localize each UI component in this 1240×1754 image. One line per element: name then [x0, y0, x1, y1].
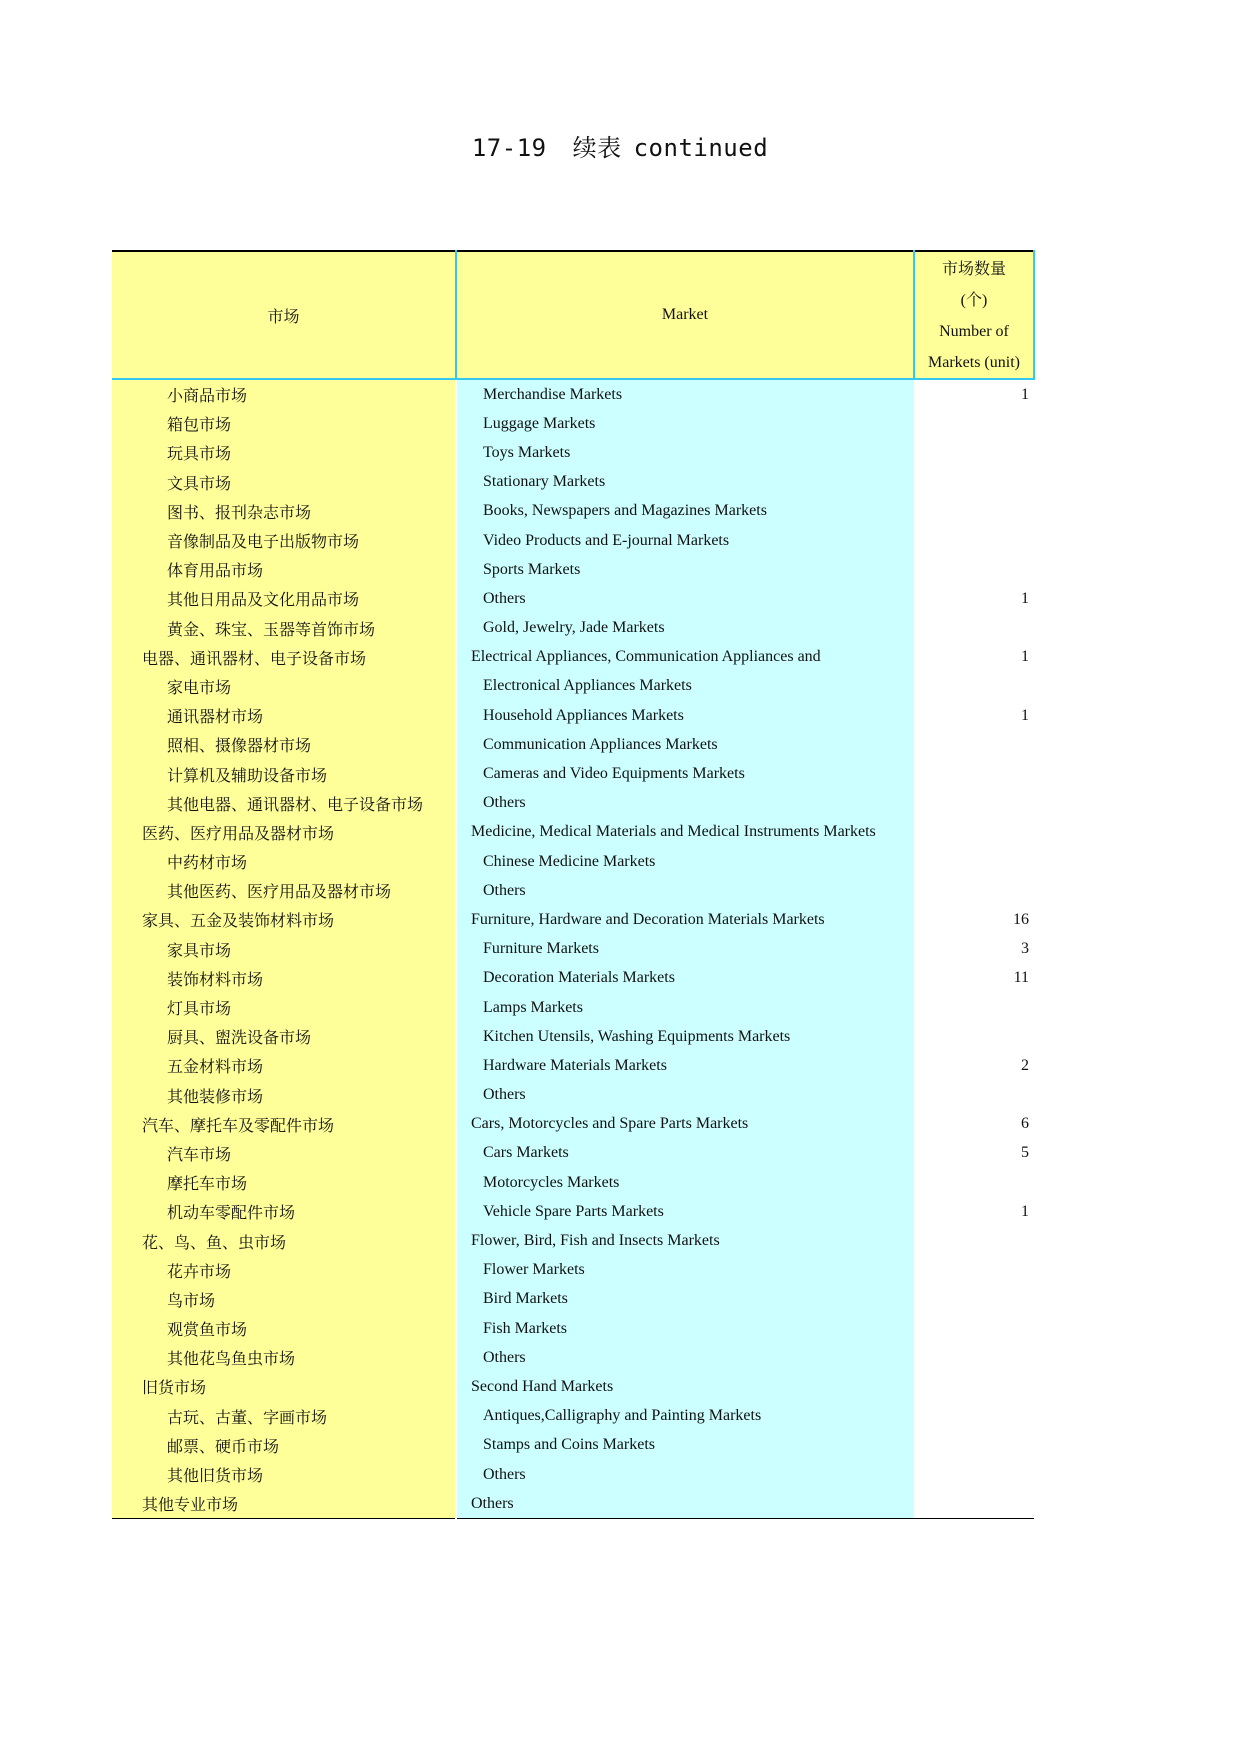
header-count-unit: (个): [960, 292, 988, 309]
table-row: [112, 935, 1034, 964]
market-name-en: Antiques,Calligraphy and Painting Markets: [456, 1402, 914, 1431]
market-name-cn: 箱包市场: [112, 409, 456, 438]
market-count: [914, 818, 1034, 847]
market-name-cn: 旧货市场: [112, 1372, 456, 1401]
market-name-cn: 厨具、盥洗设备市场: [112, 1022, 456, 1051]
table-row: [112, 379, 1034, 409]
market-name-en: Vehicle Spare Parts Markets: [456, 1197, 914, 1226]
market-name-en: Cars Markets: [456, 1139, 914, 1168]
header-count-en-2: Markets (unit): [928, 354, 1020, 371]
market-name-en: Medicine, Medical Materials and Medical Instruments Markets: [456, 818, 914, 847]
table-row: [112, 993, 1034, 1022]
markets-table: [112, 250, 1035, 1519]
table-row: [112, 497, 1034, 526]
table-row: [112, 526, 1034, 555]
table-row: [112, 1051, 1034, 1080]
market-name-cn: 灯具市场: [112, 993, 456, 1022]
market-name-en: Books, Newspapers and Magazines Markets: [456, 497, 914, 526]
market-name-en: Furniture, Hardware and Decoration Materials Markets: [456, 905, 914, 934]
table-row: [112, 876, 1034, 905]
market-count: [914, 1372, 1034, 1401]
market-name-cn: 摩托车市场: [112, 1168, 456, 1197]
market-name-cn: 家具、五金及装饰材料市场: [112, 905, 456, 934]
market-name-en: Kitchen Utensils, Washing Equipments Markets: [456, 1022, 914, 1051]
market-name-en: Others: [456, 789, 914, 818]
header-count-cn: 市场数量: [941, 261, 1006, 278]
market-count: [914, 1489, 1034, 1519]
market-name-cn: 汽车市场: [112, 1139, 456, 1168]
market-name-cn: 玩具市场: [112, 438, 456, 467]
market-count: [914, 1285, 1034, 1314]
market-count: 6: [914, 1110, 1034, 1139]
market-name-cn: 黄金、珠宝、玉器等首饰市场: [112, 614, 456, 643]
market-count: [914, 847, 1034, 876]
market-name-cn: 古玩、古董、字画市场: [112, 1402, 456, 1431]
market-name-cn: 观赏鱼市场: [112, 1314, 456, 1343]
market-count: 3: [914, 935, 1034, 964]
title-en: continued: [633, 134, 769, 162]
table-row: [112, 1372, 1034, 1401]
market-count: [914, 1168, 1034, 1197]
market-name-en: Cameras and Video Equipments Markets: [456, 759, 914, 788]
market-count: [914, 1226, 1034, 1255]
market-count: [914, 672, 1034, 701]
market-count: [914, 526, 1034, 555]
market-count: [914, 555, 1034, 584]
market-name-en: Communication Appliances Markets: [456, 730, 914, 759]
market-name-cn: 小商品市场: [112, 379, 456, 409]
market-name-cn: 其他日用品及文化用品市场: [112, 584, 456, 613]
market-name-en: Household Appliances Markets: [456, 701, 914, 730]
table-row: [112, 1431, 1034, 1460]
market-name-en: Decoration Materials Markets: [456, 964, 914, 993]
market-count: [914, 759, 1034, 788]
market-count: 1: [914, 584, 1034, 613]
table-row: [112, 759, 1034, 788]
market-name-cn: 通讯器材市场: [112, 701, 456, 730]
market-name-cn: 其他专业市场: [112, 1489, 456, 1519]
market-name-en: Merchandise Markets: [456, 379, 914, 409]
table-row: [112, 730, 1034, 759]
market-name-cn: 计算机及辅助设备市场: [112, 759, 456, 788]
market-name-cn: 装饰材料市场: [112, 964, 456, 993]
market-name-en: Others: [456, 1489, 914, 1519]
market-name-cn: 其他旧货市场: [112, 1460, 456, 1489]
market-name-en: Cars, Motorcycles and Spare Parts Markets: [456, 1110, 914, 1139]
table-row: [112, 905, 1034, 934]
table-row: [112, 584, 1034, 613]
table-row: [112, 701, 1034, 730]
market-name-en: Toys Markets: [456, 438, 914, 467]
market-name-cn: 其他装修市场: [112, 1081, 456, 1110]
table-row: [112, 468, 1034, 497]
header-count-en-1: Number of: [939, 323, 1009, 340]
header-market-cn: 市场: [112, 251, 456, 379]
table-row: [112, 847, 1034, 876]
market-count: [914, 1460, 1034, 1489]
table-row: [112, 1139, 1034, 1168]
market-count: [914, 1081, 1034, 1110]
market-name-cn: 照相、摄像器材市场: [112, 730, 456, 759]
table-header: [112, 251, 1034, 379]
title-cn: 续表: [572, 134, 622, 162]
market-name-cn: 鸟市场: [112, 1285, 456, 1314]
market-name-en: Others: [456, 584, 914, 613]
market-name-cn: 体育用品市场: [112, 555, 456, 584]
market-count: 1: [914, 1197, 1034, 1226]
market-name-cn: 图书、报刊杂志市场: [112, 497, 456, 526]
header-count: [914, 251, 1034, 379]
market-count: [914, 1022, 1034, 1051]
market-name-cn: 机动车零配件市场: [112, 1197, 456, 1226]
table-row: [112, 555, 1034, 584]
table-row: [112, 789, 1034, 818]
market-name-cn: 中药材市场: [112, 847, 456, 876]
market-count: [914, 468, 1034, 497]
page-title: [0, 128, 1240, 163]
market-count: 16: [914, 905, 1034, 934]
table-row: [112, 438, 1034, 467]
market-name-cn: 花卉市场: [112, 1256, 456, 1285]
table-row: [112, 1314, 1034, 1343]
market-name-en: Stamps and Coins Markets: [456, 1431, 914, 1460]
market-count: [914, 730, 1034, 759]
market-count: [914, 614, 1034, 643]
market-name-cn: 汽车、摩托车及零配件市场: [112, 1110, 456, 1139]
market-count: [914, 1314, 1034, 1343]
market-count: [914, 789, 1034, 818]
market-count: [914, 1402, 1034, 1431]
market-name-en: Fish Markets: [456, 1314, 914, 1343]
market-name-en: Hardware Materials Markets: [456, 1051, 914, 1080]
table-row: [112, 1343, 1034, 1372]
market-name-cn: 其他医药、医疗用品及器材市场: [112, 876, 456, 905]
market-count: [914, 438, 1034, 467]
market-name-en: Second Hand Markets: [456, 1372, 914, 1401]
market-name-en: Chinese Medicine Markets: [456, 847, 914, 876]
market-name-cn: 家电市场: [112, 672, 456, 701]
table-row: [112, 964, 1034, 993]
market-name-en: Video Products and E-journal Markets: [456, 526, 914, 555]
market-name-en: Bird Markets: [456, 1285, 914, 1314]
market-count: [914, 1256, 1034, 1285]
table-row: [112, 1168, 1034, 1197]
market-name-cn: 音像制品及电子出版物市场: [112, 526, 456, 555]
market-count: [914, 497, 1034, 526]
table-row: [112, 1081, 1034, 1110]
market-name-en: Flower, Bird, Fish and Insects Markets: [456, 1226, 914, 1255]
market-count: 1: [914, 701, 1034, 730]
market-name-en: Others: [456, 1081, 914, 1110]
market-count: 1: [914, 643, 1034, 672]
market-name-en: Lamps Markets: [456, 993, 914, 1022]
market-name-en: Furniture Markets: [456, 935, 914, 964]
market-count: [914, 1343, 1034, 1372]
market-name-en: Others: [456, 1343, 914, 1372]
market-name-cn: 其他电器、通讯器材、电子设备市场: [112, 789, 456, 818]
table-row: [112, 1197, 1034, 1226]
table-row: [112, 614, 1034, 643]
table-body: [112, 379, 1034, 1519]
market-name-cn: 其他花鸟鱼虫市场: [112, 1343, 456, 1372]
market-name-en: Electrical Appliances, Communication Appliances and: [456, 643, 914, 672]
market-name-cn: 花、鸟、鱼、虫市场: [112, 1226, 456, 1255]
table-row: [112, 672, 1034, 701]
table-row: [112, 818, 1034, 847]
market-count: [914, 1431, 1034, 1460]
table-row: [112, 409, 1034, 438]
market-name-en: Sports Markets: [456, 555, 914, 584]
market-name-cn: 邮票、硬币市场: [112, 1431, 456, 1460]
table-row: [112, 1110, 1034, 1139]
table-row: [112, 1285, 1034, 1314]
market-name-cn: 电器、通讯器材、电子设备市场: [112, 643, 456, 672]
market-name-en: Flower Markets: [456, 1256, 914, 1285]
market-count: [914, 993, 1034, 1022]
table-row: [112, 1256, 1034, 1285]
table-number: 17-19: [471, 134, 547, 162]
market-count: 5: [914, 1139, 1034, 1168]
market-count: [914, 876, 1034, 905]
table-row: [112, 1402, 1034, 1431]
market-name-cn: 文具市场: [112, 468, 456, 497]
market-name-cn: 五金材料市场: [112, 1051, 456, 1080]
table-row: [112, 643, 1034, 672]
market-name-cn: 医药、医疗用品及器材市场: [112, 818, 456, 847]
market-count: [914, 409, 1034, 438]
market-name-en: Motorcycles Markets: [456, 1168, 914, 1197]
market-name-en: Stationary Markets: [456, 468, 914, 497]
table-row: [112, 1460, 1034, 1489]
market-name-cn: 家具市场: [112, 935, 456, 964]
market-count: 11: [914, 964, 1034, 993]
table-row: [112, 1489, 1034, 1519]
market-name-en: Gold, Jewelry, Jade Markets: [456, 614, 914, 643]
market-name-en: Others: [456, 1460, 914, 1489]
market-count: 1: [914, 379, 1034, 409]
market-name-en: Electronical Appliances Markets: [456, 672, 914, 701]
market-count: 2: [914, 1051, 1034, 1080]
table-row: [112, 1022, 1034, 1051]
market-name-en: Luggage Markets: [456, 409, 914, 438]
market-name-en: Others: [456, 876, 914, 905]
header-market-en: Market: [456, 251, 914, 379]
table-row: [112, 1226, 1034, 1255]
